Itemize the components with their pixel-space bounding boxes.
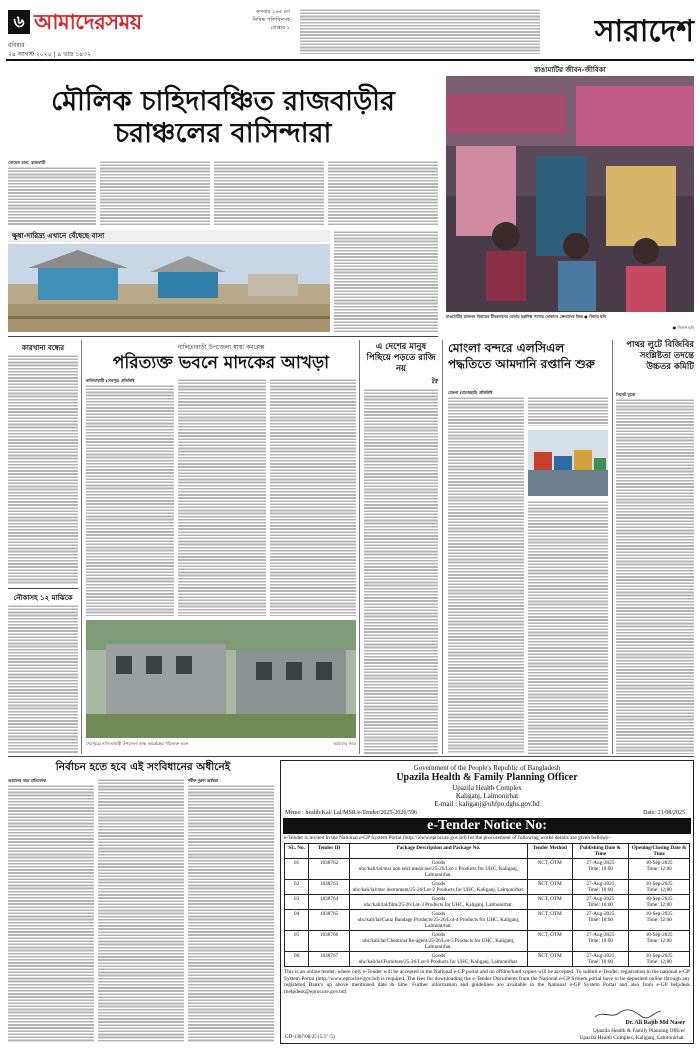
cell-opening-line: Time: 12:00 [646, 887, 672, 893]
cell-opening [629, 880, 690, 895]
cell-opening-line: 10-Sep-2025 [645, 896, 673, 902]
cell-package-line: uhc/kali/lal/msr instrument/25-26/Lot-2 Products for UHC, Kaliganj, Lalmonirhat. [352, 887, 525, 893]
cell-opening-line: Time: 12:00 [646, 938, 672, 944]
cell-tender-id [309, 910, 350, 931]
nalitabari-headline: পরিত্যক্ত ভবনে মাদকের আখড়া [112, 353, 330, 373]
section-title: সারাদেশ [594, 14, 694, 49]
cell-publishing-line: 27-Aug-2025 [586, 881, 615, 887]
tender-table-row [285, 880, 690, 895]
cell-opening-line: 10-Sep-2025 [645, 932, 673, 938]
header-publishing: Publishing Date & Time [572, 844, 629, 859]
tender-memo-row [281, 808, 693, 818]
pathor-story-text [616, 398, 694, 754]
header-package: Package Description and Package No. [349, 844, 527, 859]
tender-table-row [285, 931, 690, 952]
cell-opening [629, 931, 690, 952]
issue-day: রবিবার [8, 42, 25, 49]
cell-tender-id [309, 952, 350, 967]
tender-signature [593, 1007, 663, 1019]
cell-method [527, 952, 572, 967]
tender-gd-number: GD-1367/08/25 (5.5" /5) [285, 1035, 335, 1040]
factory-story-kicker: কারখানা বন্ধের [21, 343, 65, 352]
header-opening: Opening/Closing Date & Time [629, 844, 690, 859]
tender-signer-place: Upazila Health Complex, Kaliganj, Lalmonirhat. [579, 1035, 685, 1041]
photo-feature-kicker: রাঙামাটির জীবন-জীবিকা [534, 65, 606, 74]
mongla-headline: মোংলা বন্দরে এলসিএল পদ্ধতিতে আমদানি রপ্তানি শুরু [448, 341, 595, 371]
tender-signer-name: Dr. Ali Rajib Md Naser [625, 1020, 685, 1026]
tender-table-row [285, 952, 690, 967]
col-divider-1 [81, 340, 82, 754]
cell-package [349, 931, 527, 952]
tender-title: e-Tender Notice No: [283, 818, 691, 834]
sylhet-byline: শরীফ নুরুল আম্বিয়া [188, 778, 218, 783]
tender-table-row [285, 859, 690, 880]
quote-story-text [364, 388, 438, 754]
cell-method [527, 880, 572, 895]
mongla-column-3 [528, 500, 608, 754]
top-story-subhead: ক্ষুধা-দারিদ্র্য এখানে বেঁধেছে বাসা [8, 230, 330, 242]
cell-sl [285, 880, 309, 895]
nalitabari-column-3 [270, 378, 356, 616]
cell-package [349, 880, 527, 895]
header-tender-id: Tender ID [309, 844, 350, 859]
cell-tender-id-line: 1038765 [319, 911, 339, 917]
cell-sl [285, 859, 309, 880]
cell-tender-id-line: 1038767 [319, 953, 339, 959]
top-story-column-3 [214, 160, 324, 226]
cell-publishing-line: 27-Aug-2025 [586, 911, 615, 917]
mongla-column-1 [448, 396, 524, 754]
cell-sl [285, 952, 309, 967]
rule-above-bottom [8, 756, 694, 757]
top-story-column-2 [100, 160, 210, 226]
nalitabari-photo-caption: শেরপুরের নালিতাবাড়ী উপজেলা স্বাস্থ্য কমপ্লেক্সের পরিত্যক্ত ভবন [86, 741, 189, 746]
tender-table [284, 843, 690, 967]
top-story-column-4 [328, 160, 438, 226]
tender-date: Date: 21/08/2025 [643, 810, 685, 816]
cell-method [527, 859, 572, 880]
cell-sl-line: 04 [294, 911, 300, 917]
cell-sl-line: 01 [294, 860, 300, 866]
cell-method-line: NCT, OTM [537, 860, 562, 866]
mongla-byline: মোংলা (বাগেরহাট) প্রতিনিধি [448, 390, 493, 395]
cell-method-line: NCT, OTM [537, 881, 562, 887]
col-divider-2 [359, 340, 360, 754]
top-story-column-5 [334, 230, 438, 332]
cell-package [349, 859, 527, 880]
pathor-headline: পাথর লুটে বিজিবির সংশ্লিষ্টতা তদন্তে উচ্চতর কমিটি [626, 340, 694, 372]
cell-opening [629, 859, 690, 880]
cell-publishing-line: Time: 10:00 [587, 959, 614, 965]
nalitabari-kicker: নালিতাবাড়ী উপজেলা স্বাস্থ্য কমপ্লেক্স [177, 344, 265, 351]
rule-under-top-story [8, 336, 438, 337]
cell-publishing-line: 27-Aug-2025 [586, 896, 615, 902]
tender-office: Upazila Health & Family Planning Officer [396, 772, 578, 783]
cell-opening-line: 10-Sep-2025 [645, 953, 673, 959]
cell-method-line: NCT, OTM [537, 911, 562, 917]
cell-package-line: Goods [431, 896, 446, 902]
cell-method [527, 895, 572, 910]
cell-opening [629, 910, 690, 931]
photo-feature-caption: রাঙামাটির রাজবন বিহারের চীবরদানের মেলায় হস্তশিল্প পণ্যের দোকানে ক্রেতাদের ভিড় ● ফিচার ছবি [446, 314, 606, 319]
cell-method-line: NCT, OTM [537, 896, 562, 902]
cell-sl-line: 03 [294, 896, 300, 902]
nalitabari-building-photo [86, 620, 356, 738]
cell-opening-line: 10-Sep-2025 [645, 860, 673, 866]
tender-table-header [285, 844, 690, 859]
riverbank-houses-photo [8, 244, 330, 332]
issue-date: ২৪ আগস্ট ২০২৫ | ৯ ভাদ্র ১৪৩২ [8, 51, 91, 58]
tender-footer: This is an online tender, where only e-Tender will be accepted in the National e-GP portal and no offline/hard copies will be accepted. To submit e-Tender, registration in the national e-GP System Portal (http://www.eprocure.gov.bd) is required. The fees for downloading the e-Tender Documents from the National e-GP System portal have to be deposited online through any registered Bank's up above mentioned date & time. Further information and guidelines are available in the National e-GP System Portal and also from e-GP helpdesk (helpdesk@eprocure.gov.bd) [284, 969, 690, 995]
tender-complex: Upazila Health Complex [452, 784, 522, 792]
tender-memo: Memo : health/Kal/ Lal/MSR/e-Tender/2025-2026/596 [285, 810, 418, 816]
cell-package-line: Goods [431, 911, 446, 917]
cell-package-line: uhc/kali/lal/film/25-26/Lot-3 Products for UHC, Kaliganj, Lalmonirhat. [363, 902, 513, 908]
col-divider-3 [442, 340, 443, 754]
cell-sl [285, 910, 309, 931]
col-divider-4 [612, 340, 613, 754]
cell-opening-line: 10-Sep-2025 [645, 881, 673, 887]
cell-opening-line: Time: 12:00 [646, 959, 672, 965]
cell-opening-line: Time: 12:00 [646, 866, 672, 872]
cell-tender-id-line: 1038762 [319, 860, 339, 866]
cell-publishing-line: Time: 10:00 [587, 902, 614, 908]
cell-sl-line: 06 [294, 953, 300, 959]
cell-publishing-line: 27-Aug-2025 [586, 932, 615, 938]
cell-opening [629, 952, 690, 967]
nalitabari-column-2 [178, 378, 266, 616]
factory-story-text [8, 354, 78, 584]
cell-publishing-line: 27-Aug-2025 [586, 860, 615, 866]
newspaper-logo: আমাদেরসময় [34, 10, 142, 34]
quote-story-attribution: টুকু [431, 378, 438, 384]
masthead-rule [6, 59, 694, 61]
noakhali-story-kicker: নৌকাসহ ১২ মাঝিকে [13, 593, 73, 602]
nalitabari-byline: নালিতাবাড়ী (শেরপুর) প্রতিনিধি [86, 378, 135, 383]
cell-publishing-line: Time: 10:00 [587, 866, 614, 872]
cell-sl-line: 02 [294, 881, 300, 887]
cell-publishing [572, 880, 629, 895]
cell-package-line: Goods [431, 932, 446, 938]
election-column-3 [188, 784, 274, 1042]
tender-email: E-mail : kaliganj@uhfpo.dghs.gov.bd [434, 800, 540, 808]
cell-package-line: uhc/kali/lal/Chemical Re-agent/25-26/Lot-5 Products for UHC, Kaliganj, Lalmonirhat. [362, 938, 515, 950]
cell-tender-id [309, 931, 350, 952]
cell-package-line: uhc/kali/lal/msr non edcl medicine/25-26/Lot-1 Products for UHC, Kaliganj, Lalmonirhat. [358, 866, 518, 878]
cell-tender-id-line: 1038763 [319, 881, 339, 887]
cell-publishing [572, 859, 629, 880]
cell-sl [285, 931, 309, 952]
cell-publishing [572, 895, 629, 910]
edition-line-2: নিষিদ্ধ পলিথিনসহ [252, 17, 290, 23]
tender-table-row [285, 895, 690, 910]
cell-package-line: uhc/kali/lal/Gauz Bandage Products/25-26/Lot-4 Products for UHC, Kaliganj, Lalmonirhat. [357, 917, 520, 929]
election-column-1 [8, 784, 94, 1042]
tender-notice-box [280, 760, 694, 1044]
cell-method [527, 931, 572, 952]
quote-story-headline: এ দেশের মানুষ পিছিয়ে পড়তে রাজি নয় [366, 342, 436, 374]
cell-package [349, 910, 527, 931]
masthead-brief-text [300, 8, 540, 54]
tender-signer-title: Upazila Health & Family Planning Officer [593, 1028, 685, 1034]
election-headline: নির্বাচন হতে হবে এই সংবিধানের অধীনেই [55, 761, 231, 773]
election-byline: আমাদের সময় প্রতিবেদক [8, 778, 46, 783]
cell-publishing-line: Time: 10:00 [587, 917, 614, 923]
cell-opening-line: Time: 12:00 [646, 902, 672, 908]
cell-publishing-line: 27-Aug-2025 [586, 953, 615, 959]
cell-tender-id-line: 1038766 [319, 932, 339, 938]
rangamati-fair-photo [446, 76, 694, 312]
cell-package-line: Goods [431, 953, 446, 959]
nalitabari-column-1 [86, 384, 174, 616]
cell-method [527, 910, 572, 931]
pathor-byline: সিলেট ব্যুরো [616, 392, 636, 397]
cell-publishing-line: Time: 10:00 [587, 887, 614, 893]
cell-package-line: Goods [431, 881, 446, 887]
cell-package-line: uhc/kali/lal/Furniture/25-26/Lot-6 Products for UHC, Kaliganj, Lalmonirhat. [358, 959, 519, 965]
top-story-headline-2: চরাঞ্চলের বাসিন্দারা [114, 118, 332, 149]
top-story-headline-1: মৌলিক চাহিদাবঞ্চিত রাজবাড়ীর [51, 86, 395, 117]
cell-publishing-line: Time: 10:00 [587, 938, 614, 944]
page-number-box: ৬ [8, 10, 30, 34]
cell-sl [285, 895, 309, 910]
top-story-byline: সোহেল রানা, রাজবাড়ী [8, 160, 46, 165]
mongla-port-photo [528, 430, 608, 496]
header-sl: SL. No. [285, 844, 309, 859]
noakhali-story-text [8, 604, 78, 754]
photo-feature-credit: ● নিজস্ব ছবি [672, 325, 694, 330]
cell-tender-id [309, 859, 350, 880]
cell-publishing [572, 910, 629, 931]
rule-left-col [8, 588, 78, 589]
cell-method-line: NCT, OTM [537, 953, 562, 959]
tender-gov-line: Government of the People's Republic of Bangladesh [413, 764, 561, 772]
cell-sl-line: 05 [294, 932, 300, 938]
cell-publishing [572, 952, 629, 967]
nalitabari-photo-credit: আমাদের সময় [333, 741, 356, 746]
cell-opening-line: 10-Sep-2025 [645, 911, 673, 917]
edition-line-3: গ্রেপ্তার ১ [270, 25, 290, 31]
tender-table-row [285, 910, 690, 931]
cell-opening-line: Time: 12:00 [646, 917, 672, 923]
cell-package [349, 952, 527, 967]
edition-line-1: কসবায় ১৬৫ মণ [256, 9, 290, 15]
cell-package [349, 895, 527, 910]
header-method: Tender Method [527, 844, 572, 859]
tender-place: Kaliganj, Lalmonirhat [455, 792, 519, 800]
cell-publishing [572, 931, 629, 952]
cell-tender-id [309, 880, 350, 895]
cell-tender-id [309, 895, 350, 910]
cell-package-line: Goods [431, 860, 446, 866]
tender-intro: e-Tender is invited in the National e-GP System Portal (http://www.eprocure.gov.bd) for the procurement of following works details are given bellows:- [284, 835, 612, 841]
cell-method-line: NCT, OTM [537, 932, 562, 938]
election-column-2 [98, 778, 184, 1042]
mongla-column-2 [528, 396, 608, 426]
cell-opening [629, 895, 690, 910]
top-story-column-1 [8, 166, 96, 226]
cell-tender-id-line: 1038764 [319, 896, 339, 902]
